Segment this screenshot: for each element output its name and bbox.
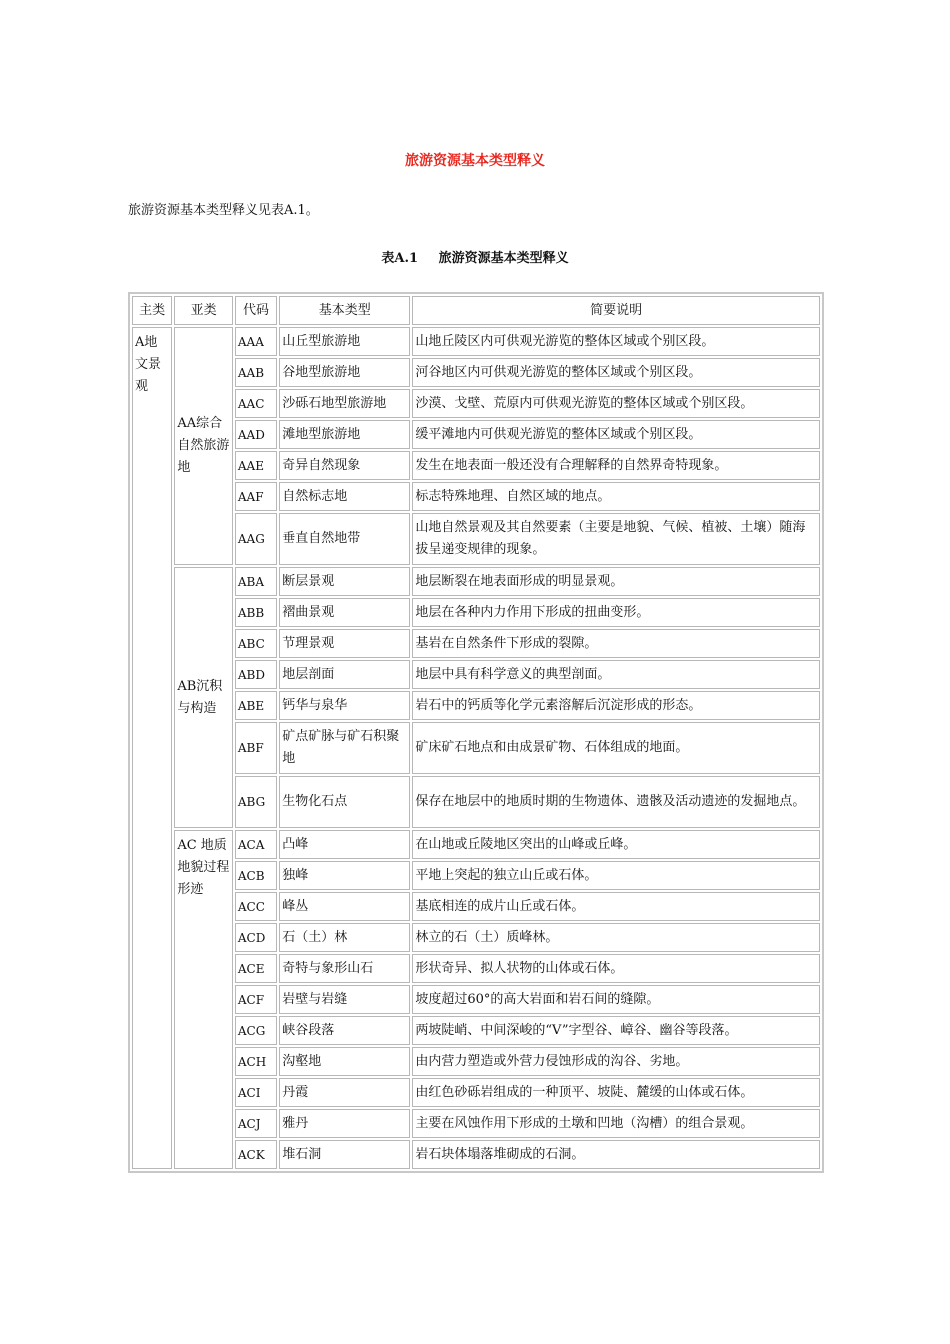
basic-type-cell: 雅丹 <box>279 1109 410 1138</box>
code-cell: AAC <box>235 389 277 418</box>
code-cell: AAF <box>235 482 277 511</box>
basic-type-cell: 峡谷段落 <box>279 1016 410 1045</box>
description-cell: 两坡陡峭、中间深峻的“V”字型谷、嶂谷、幽谷等段落。 <box>412 1016 820 1045</box>
code-cell: AAG <box>235 513 277 565</box>
table-row <box>132 923 820 952</box>
description-cell: 基底相连的成片山丘或石体。 <box>412 892 820 921</box>
code-cell: AAE <box>235 451 277 480</box>
description-cell: 山地丘陵区内可供观光游览的整体区域或个别区段。 <box>412 327 820 356</box>
code-cell: ABE <box>235 691 277 720</box>
description-cell: 发生在地表面一般还没有合理解释的自然界奇特现象。 <box>412 451 820 480</box>
table-row <box>132 954 820 983</box>
basic-type-cell: 垂直自然地带 <box>279 513 410 565</box>
main-class-cell: A地文景观 <box>132 327 172 1169</box>
code-cell: ACG <box>235 1016 277 1045</box>
table-row <box>132 691 820 720</box>
description-cell: 主要在风蚀作用下形成的土墩和凹地（沟槽）的组合景观。 <box>412 1109 820 1138</box>
table-row <box>132 567 820 596</box>
code-cell: AAA <box>235 327 277 356</box>
header-subclass: 亚类 <box>174 296 233 325</box>
code-cell: ABC <box>235 629 277 658</box>
resource-type-table <box>128 292 824 1173</box>
header-main-class: 主类 <box>132 296 172 325</box>
basic-type-cell: 凸峰 <box>279 830 410 859</box>
basic-type-cell: 丹霞 <box>279 1078 410 1107</box>
description-cell: 形状奇异、拟人状物的山体或石体。 <box>412 954 820 983</box>
basic-type-cell: 峰丛 <box>279 892 410 921</box>
code-cell: ABA <box>235 567 277 596</box>
basic-type-cell: 节理景观 <box>279 629 410 658</box>
code-cell: ACA <box>235 830 277 859</box>
table-row <box>132 513 820 565</box>
intro-text: 旅游资源基本类型释义见表A.1。 <box>128 203 319 218</box>
basic-type-cell: 石（土）林 <box>279 923 410 952</box>
header-code: 代码 <box>235 296 277 325</box>
table-row <box>132 327 820 356</box>
table-row <box>132 1109 820 1138</box>
description-cell: 岩石中的钙质等化学元素溶解后沉淀形成的形态。 <box>412 691 820 720</box>
code-cell: ACE <box>235 954 277 983</box>
subclass-cell: AB沉积与构造 <box>174 567 233 828</box>
basic-type-cell: 沙砾石地型旅游地 <box>279 389 410 418</box>
description-cell: 林立的石（土）质峰林。 <box>412 923 820 952</box>
code-cell: ACF <box>235 985 277 1014</box>
code-cell: ABB <box>235 598 277 627</box>
basic-type-cell: 堆石洞 <box>279 1140 410 1169</box>
code-cell: ABF <box>235 722 277 774</box>
table-body <box>132 327 820 1169</box>
table-row <box>132 1016 820 1045</box>
basic-type-cell: 独峰 <box>279 861 410 890</box>
description-cell: 由红色砂砾岩组成的一种顶平、坡陡、麓缓的山体或石体。 <box>412 1078 820 1107</box>
basic-type-cell: 生物化石点 <box>279 776 410 828</box>
table-row <box>132 1140 820 1169</box>
table-row <box>132 722 820 774</box>
description-cell: 岩石块体塌落堆砌成的石洞。 <box>412 1140 820 1169</box>
table-row <box>132 358 820 387</box>
description-cell: 地层中具有科学意义的典型剖面。 <box>412 660 820 689</box>
code-cell: ACJ <box>235 1109 277 1138</box>
description-cell: 沙漠、戈壁、荒原内可供观光游览的整体区域或个别区段。 <box>412 389 820 418</box>
table-row <box>132 1078 820 1107</box>
table-row <box>132 451 820 480</box>
description-cell: 缓平滩地内可供观光游览的整体区域或个别区段。 <box>412 420 820 449</box>
description-cell: 在山地或丘陵地区突出的山峰或丘峰。 <box>412 830 820 859</box>
code-cell: AAD <box>235 420 277 449</box>
table-row <box>132 389 820 418</box>
table-row <box>132 629 820 658</box>
table-row <box>132 985 820 1014</box>
code-cell: ACD <box>235 923 277 952</box>
basic-type-cell: 山丘型旅游地 <box>279 327 410 356</box>
table-row <box>132 830 820 859</box>
subclass-cell: AC 地质地貌过程形迹 <box>174 830 233 1169</box>
description-cell: 河谷地区内可供观光游览的整体区域或个别区段。 <box>412 358 820 387</box>
table-row <box>132 892 820 921</box>
description-cell: 地层断裂在地表面形成的明显景观。 <box>412 567 820 596</box>
table-caption-text: 旅游资源基本类型释义 <box>438 251 569 266</box>
description-cell: 基岩在自然条件下形成的裂隙。 <box>412 629 820 658</box>
description-cell: 坡度超过60°的高大岩面和岩石间的缝隙。 <box>412 985 820 1014</box>
code-cell: AAB <box>235 358 277 387</box>
description-cell: 标志特殊地理、自然区域的地点。 <box>412 482 820 511</box>
description-cell: 地层在各种内力作用下形成的扭曲变形。 <box>412 598 820 627</box>
table-header-row <box>132 296 820 325</box>
basic-type-cell: 自然标志地 <box>279 482 410 511</box>
header-basic-type: 基本类型 <box>279 296 410 325</box>
basic-type-cell: 奇特与象形山石 <box>279 954 410 983</box>
table-row <box>132 861 820 890</box>
code-cell: ACB <box>235 861 277 890</box>
description-cell: 保存在地层中的地质时期的生物遗体、遗骸及活动遗迹的发掘地点。 <box>412 776 820 828</box>
table-row <box>132 660 820 689</box>
basic-type-cell: 岩壁与岩缝 <box>279 985 410 1014</box>
basic-type-cell: 滩地型旅游地 <box>279 420 410 449</box>
subclass-cell: AA综合自然旅游地 <box>174 327 233 565</box>
description-cell: 平地上突起的独立山丘或石体。 <box>412 861 820 890</box>
code-cell: ACC <box>235 892 277 921</box>
table-row <box>132 1047 820 1076</box>
basic-type-cell: 断层景观 <box>279 567 410 596</box>
table-row <box>132 776 820 828</box>
table-caption-number: 表A.1 <box>381 251 419 266</box>
basic-type-cell: 褶曲景观 <box>279 598 410 627</box>
table-row <box>132 420 820 449</box>
table-row <box>132 598 820 627</box>
description-cell: 矿床矿石地点和由成景矿物、石体组成的地面。 <box>412 722 820 774</box>
page-title: 旅游资源基本类型释义 <box>405 153 545 169</box>
table-caption <box>0 247 950 266</box>
basic-type-cell: 谷地型旅游地 <box>279 358 410 387</box>
code-cell: ABD <box>235 660 277 689</box>
basic-type-cell: 矿点矿脉与矿石积聚地 <box>279 722 410 774</box>
basic-type-cell: 地层剖面 <box>279 660 410 689</box>
table-row <box>132 482 820 511</box>
code-cell: ACH <box>235 1047 277 1076</box>
basic-type-cell: 钙华与泉华 <box>279 691 410 720</box>
description-cell: 山地自然景观及其自然要素（主要是地貌、气候、植被、土壤）随海拔呈递变规律的现象。 <box>412 513 820 565</box>
header-description: 简要说明 <box>412 296 820 325</box>
basic-type-cell: 沟壑地 <box>279 1047 410 1076</box>
description-cell: 由内营力塑造或外营力侵蚀形成的沟谷、劣地。 <box>412 1047 820 1076</box>
code-cell: ABG <box>235 776 277 828</box>
code-cell: ACK <box>235 1140 277 1169</box>
code-cell: ACI <box>235 1078 277 1107</box>
basic-type-cell: 奇异自然现象 <box>279 451 410 480</box>
